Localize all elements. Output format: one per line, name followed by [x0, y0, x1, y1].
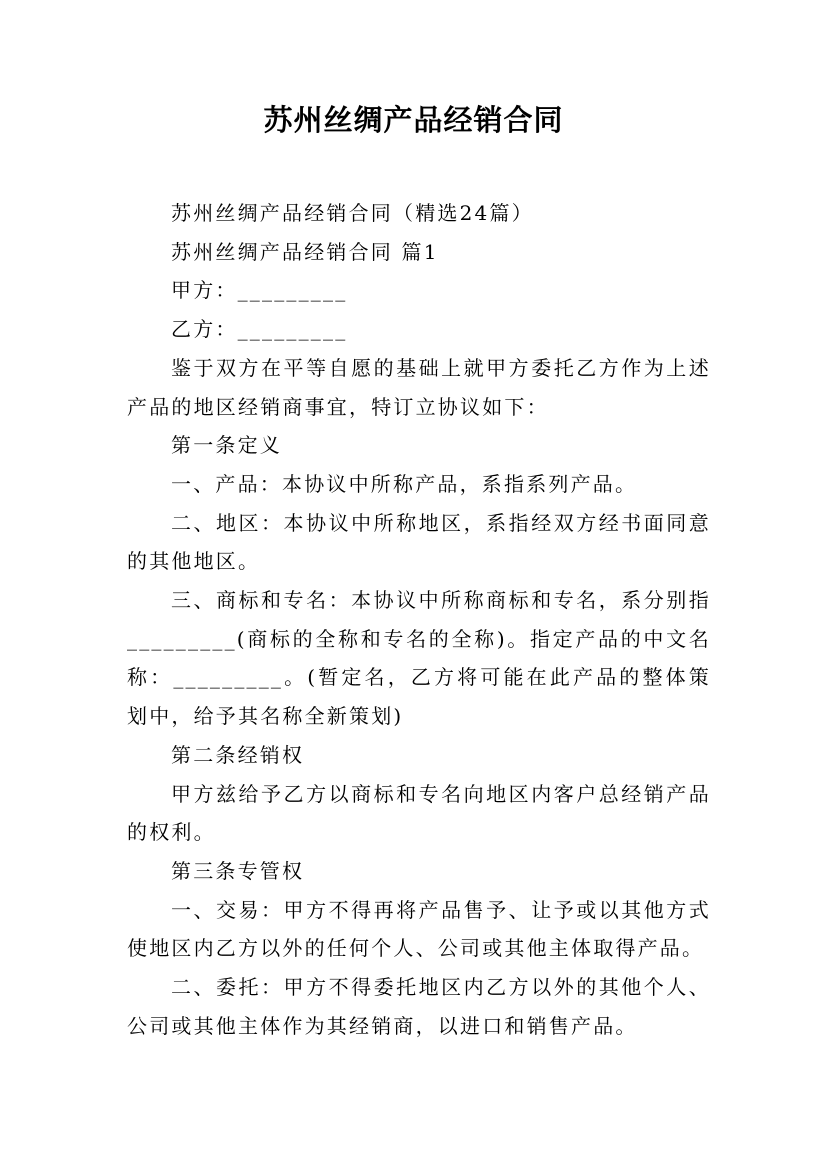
paragraph-subtitle: 苏州丝绸产品经销合同（精选24篇）	[171, 201, 534, 225]
paragraph-exclusive-agency: 二、委托：甲方不得委托地区内乙方以外的其他个人、公司或其他主体作为其经销商，以进口和销售产品。	[127, 975, 711, 1038]
paragraph-distribution-right: 甲方兹给予乙方以商标和专名向地区内客户总经销产品的权利。	[127, 781, 711, 845]
paragraph-party-a: 甲方：_________	[171, 278, 348, 303]
paragraph-definition-product: 一、产品：本协议中所称产品，系指系列产品。	[171, 471, 638, 496]
paragraph-article-3-heading: 第三条专管权	[171, 858, 305, 883]
paragraph-section-heading: 苏州丝绸产品经销合同 篇1	[171, 239, 439, 264]
paragraph-article-1-heading: 第一条定义	[171, 433, 282, 458]
paragraph-exclusive-trade: 一、交易：甲方不得再将产品售予、让予或以其他方式使地区内乙方以外的任何个人、公司或其他主体取得产品。	[127, 897, 711, 961]
document-title: 苏州丝绸产品经销合同	[263, 103, 564, 137]
paragraph-definition-region: 二、地区：本协议中所称地区，系指经双方经书面同意的其他地区。	[127, 510, 711, 574]
paragraph-article-2-heading: 第二条经销权	[171, 742, 305, 767]
document-body	[127, 194, 711, 1045]
paragraph-party-b: 乙方：_________	[171, 317, 348, 342]
paragraph-preamble: 鉴于双方在平等自愿的基础上就甲方委托乙方作为上述产品的地区经销商事宜，特订立协议如下：	[127, 355, 711, 419]
paragraph-definition-trademark: 三、商标和专名：本协议中所称商标和专名，系分别指_________(商标的全称和专名的全称)。指定产品的中文名称：_________。(暂定名，乙方将可能在此产品的整体策划中，给予其名称全新策划)	[127, 588, 711, 729]
